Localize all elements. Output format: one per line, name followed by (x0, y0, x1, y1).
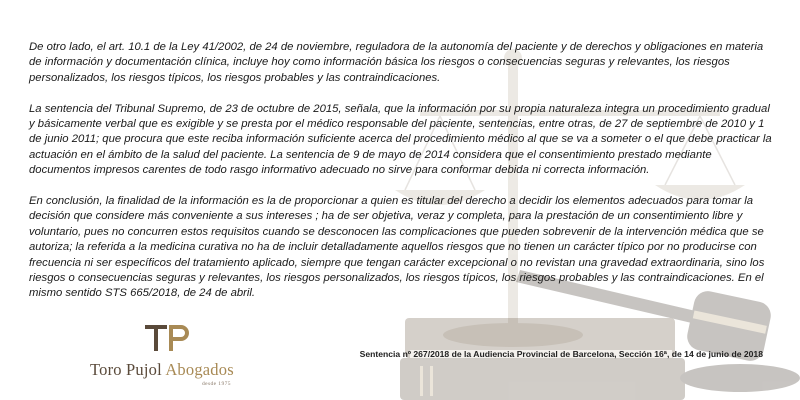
article-body (29, 40, 775, 317)
firm-name-main: Toro Pujol (90, 360, 166, 379)
firm-name (90, 360, 234, 380)
paragraph-ley-41-2002: De otro lado, el art. 10.1 de la Ley 41/2002, de 24 de noviembre, reguladora de la autonomía del paciente y de derechos y obligaciones en materia de información y documentación clínica, incluye hoy como información básica los riesgos o consecuencias seguras y relevantes, los riesgos personalizados, los riesgos típicos, los riesgos probables y las contraindicaciones. (29, 41, 764, 84)
paragraph-tribunal-supremo: La sentencia del Tribunal Supremo, de 23 de octubre de 2015, señala, que la información por su propia naturaleza integra un procedimiento gradual y básicamente verbal que es exigible y se presta por el médico responsable del paciente, sentencias, entre otras, de 27 de septiembre de 2010 y 1 de junio 2011; que procura que este reciba información suficiente acerca del procedimiento médico al que se va a someter o el que debe practicar la actuación en el ámbito de la salud del paciente. La sentencia de 9 de mayo de 2014 considera que el consentimiento prestado mediante documentos impresos carentes de todo rasgo informativo adecuado no sirve para conformar debida ni correcta información. (29, 102, 772, 177)
firm-name-accent: Abogados (165, 360, 234, 379)
firm-logo (88, 320, 258, 392)
firm-tagline: desde 1975 (202, 381, 231, 387)
paragraph-conclusion: En conclusión, la finalidad de la información es la de proporcionar a quien es titular del derecho a decidir los elementos adecuados para tomar la decisión que considere más conveniente a sus intereses ; ha de ser objetiva, veraz y completa, para la prestación de un consentimiento libre y voluntario, pues no concurren estos requisitos cuando se desconocen las complicaciones que pueden sobrevenir de la intervención médica que se autoriza; la referida a la medicina curativa no ha de incluir detalladamente aquellos riesgos que no tienen un carácter típico por no producirse con frecuencia ni ser específicos del tratamiento aplicado, siempre que tengan carácter excepcional o no revistan una gravedad extraordinaria, sino los riesgos o consecuencias seguras y relevantes, los riesgos personalizados, los riesgos típicos, los riesgos probables y las contraindicaciones. En el mismo sentido STS 665/2018, de 24 de abril. (29, 195, 765, 300)
tp-monogram-icon (143, 323, 193, 355)
citation-text: Sentencia nº 267/2018 de la Audiencia Provincial de Barcelona, Sección 16ª, de 14 de junio de 2018 (359, 349, 763, 359)
